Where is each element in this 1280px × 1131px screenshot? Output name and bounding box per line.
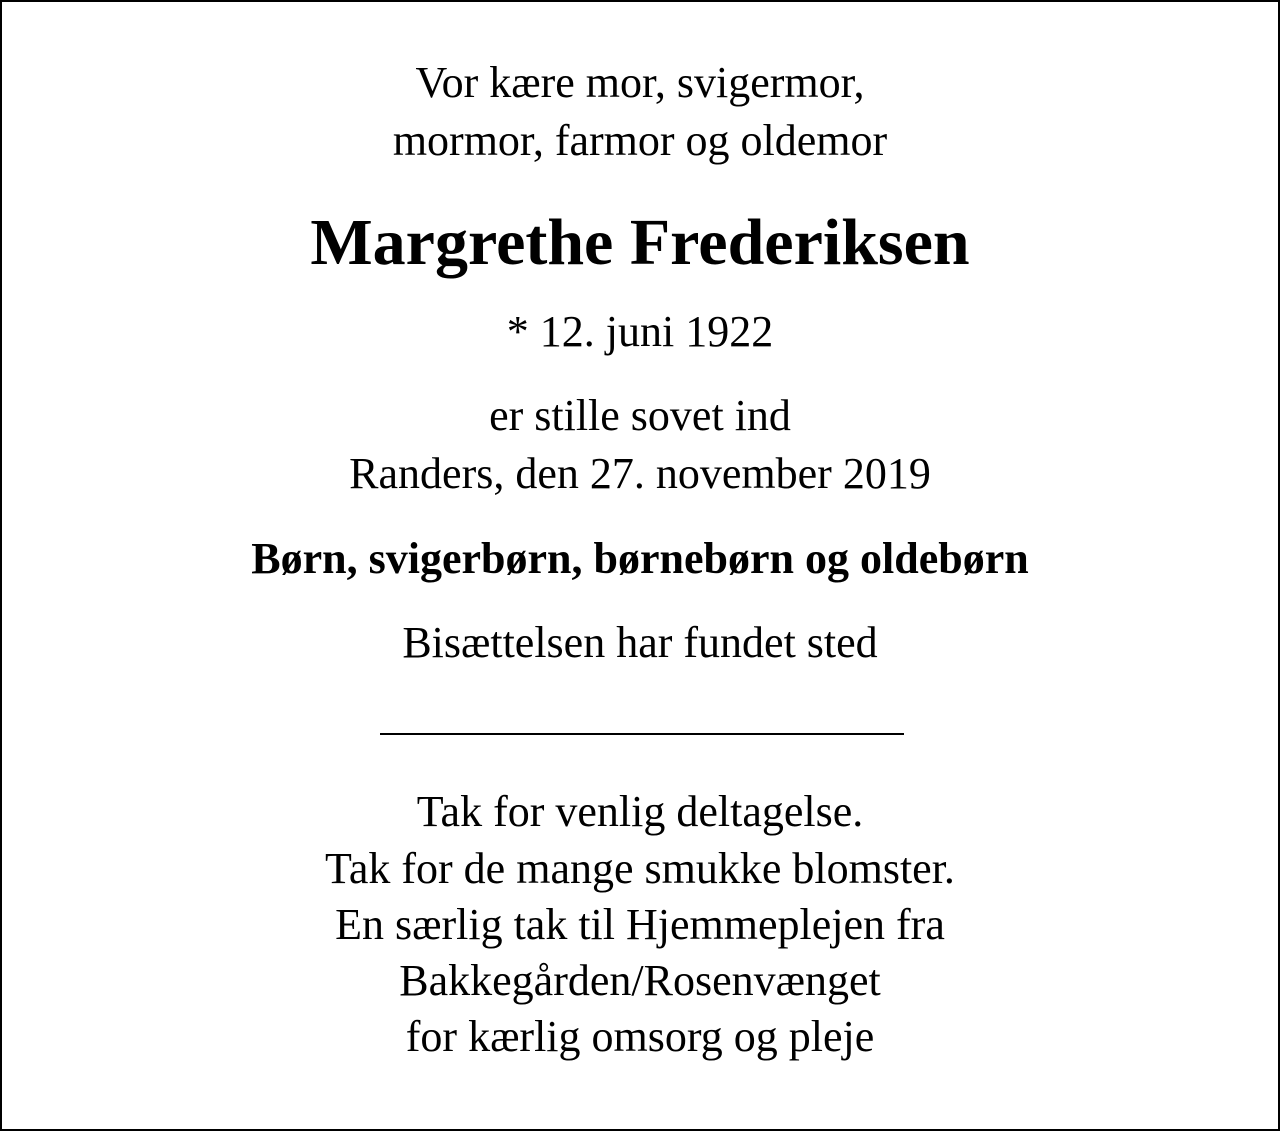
intro-line-1: Vor kære mor, svigermor, [415,58,865,107]
thanks-line-5: for kærlig omsorg og pleje [405,1012,875,1061]
thanks-line-3: En særlig tak til Hjemmeplejen fra [335,900,945,949]
death-line-2: Randers, den 27. november 2019 [349,449,931,498]
thanks-line-1: Tak for venlig deltagelse. [416,787,864,836]
divider-line [380,733,904,735]
birth-date: * 12. juni 1922 [506,307,774,356]
family-signature: Børn, svigerbørn, børnebørn og oldebørn [251,534,1029,583]
funeral-notice: Bisættelsen har fundet sted [402,618,878,667]
thanks-line-4: Bakkegården/Rosenvænget [399,956,881,1005]
death-line-1: er stille sovet ind [489,391,791,440]
intro-line-2: mormor, farmor og oldemor [392,116,888,165]
thanks-line-2: Tak for de mange smukke blomster. [325,844,955,893]
deceased-name: Margrethe Frederiksen [310,206,970,279]
